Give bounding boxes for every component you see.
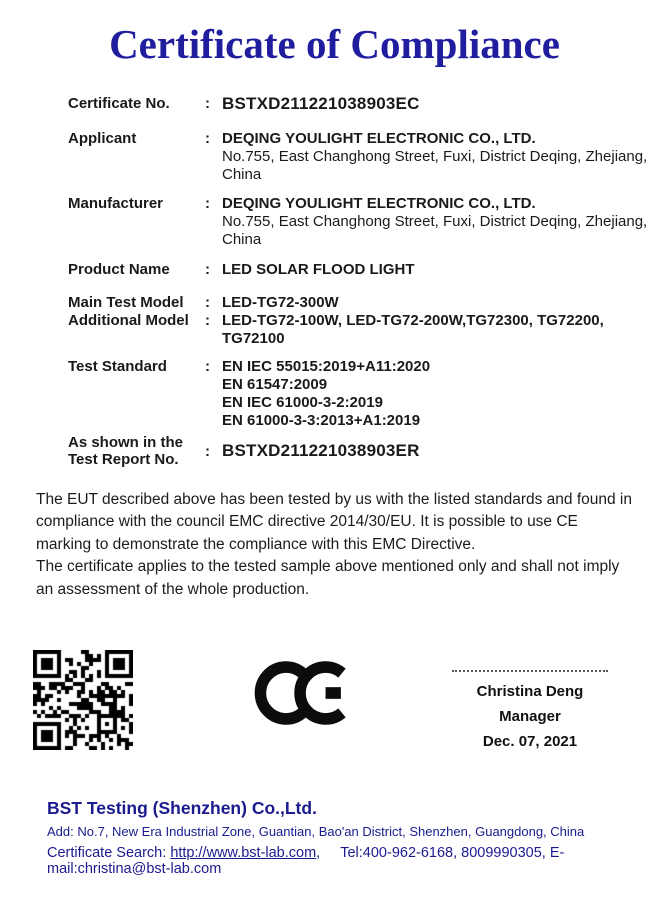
test-standard-item: EN 61547:2009 [222, 376, 328, 393]
main-test-model-label: Main Test Model [68, 294, 184, 311]
certificate-no-value: BSTXD211221038903EC [222, 94, 420, 113]
additional-model-line1: LED-TG72-100W, LED-TG72-200W,TG72300, TG72200, [222, 312, 604, 329]
field-row-product-name [68, 261, 669, 279]
additional-model-label: Additional Model [68, 312, 189, 329]
field-row-applicant [68, 130, 669, 184]
statement-text [36, 489, 633, 601]
statement-paragraph-1: The EUT described above has been tested by us with the listed standards and found in compliance with the council EMC directive 2014/30/EU. It is possible to use CE marking to demonstrate the compliance with this EMC Directive. [36, 491, 632, 553]
field-row-additional-model [68, 312, 669, 348]
signature-name: Christina Deng [476, 683, 584, 700]
lab-website-link[interactable]: http://www.bst-lab.com [170, 845, 317, 861]
test-report-label-line2: Test Report No. [68, 451, 179, 468]
colon-separator: : [205, 294, 210, 311]
additional-model-line2: TG72100 [222, 330, 285, 347]
colon-separator: : [205, 195, 210, 212]
url-suffix: , [316, 845, 321, 861]
product-name-value: LED SOLAR FLOOD LIGHT [222, 261, 415, 278]
signature-role: Manager [499, 708, 561, 725]
manufacturer-company: DEQING YOULIGHT ELECTRONIC CO., LTD. [222, 195, 536, 212]
test-standard-item: EN IEC 55015:2019+A11:2020 [222, 358, 431, 375]
ce-mark-icon [254, 661, 346, 725]
colon-separator: : [205, 442, 210, 460]
applicant-company: DEQING YOULIGHT ELECTRONIC CO., LTD. [222, 130, 536, 147]
colon-separator: : [205, 95, 210, 112]
test-standard-item: EN 61000-3-3:2013+A1:2019 [222, 412, 421, 429]
field-row-main-test-model [68, 294, 669, 312]
certificate-search-label: Certificate Search: [47, 845, 167, 861]
test-report-value: BSTXD211221038903ER [222, 441, 420, 460]
applicant-address-line2: China [222, 166, 262, 183]
test-standard-label: Test Standard [68, 358, 167, 375]
applicant-address-line1: No.755, East Changhong Street, Fuxi, District Deqing, Zhejiang, [222, 148, 648, 165]
signature-date: Dec. 07, 2021 [482, 733, 578, 750]
certificate-search-line [47, 845, 669, 877]
signature-block [452, 670, 608, 754]
manufacturer-label: Manufacturer [68, 195, 164, 212]
field-row-test-report [68, 434, 669, 468]
colon-separator: : [205, 130, 210, 147]
manufacturer-address-line1: No.755, East Changhong Street, Fuxi, District Deqing, Zhejiang, [222, 213, 648, 230]
certificate-title: Certificate of Compliance [109, 21, 560, 67]
qr-code [33, 650, 133, 750]
test-report-label [68, 434, 205, 468]
additional-model-value [222, 312, 604, 348]
colon-separator: : [205, 261, 210, 278]
test-standard-value [222, 358, 430, 430]
certificate-details [68, 95, 669, 468]
colon-separator: : [205, 312, 210, 329]
applicant-value [222, 130, 647, 184]
lab-contact-info: Tel:400-962-6168, 8009990305, E-mail:christina@bst-lab.com [47, 845, 565, 877]
test-report-label-line1: As shown in the [68, 434, 184, 451]
signature-dotted-line [452, 670, 608, 672]
manufacturer-value [222, 195, 647, 249]
statement-paragraph-2: The certificate applies to the tested sample above mentioned only and shall not imply an assessment of the whole production. [36, 558, 620, 598]
colon-separator: : [205, 358, 210, 375]
product-name-label: Product Name [68, 261, 170, 278]
field-row-test-standard [68, 358, 669, 430]
applicant-label: Applicant [68, 130, 137, 147]
test-standard-item: EN IEC 61000-3-2:2019 [222, 394, 383, 411]
lab-company-name: BST Testing (Shenzhen) Co.,Ltd. [47, 798, 317, 818]
field-row-manufacturer [68, 195, 669, 249]
lab-address: Add: No.7, New Era Industrial Zone, Guantian, Bao'an District, Shenzhen, Guangdong, China [47, 824, 585, 839]
field-row-certificate-no [68, 95, 669, 113]
main-test-model-value: LED-TG72-300W [222, 294, 339, 311]
manufacturer-address-line2: China [222, 231, 262, 248]
certificate-no-label: Certificate No. [68, 95, 170, 112]
